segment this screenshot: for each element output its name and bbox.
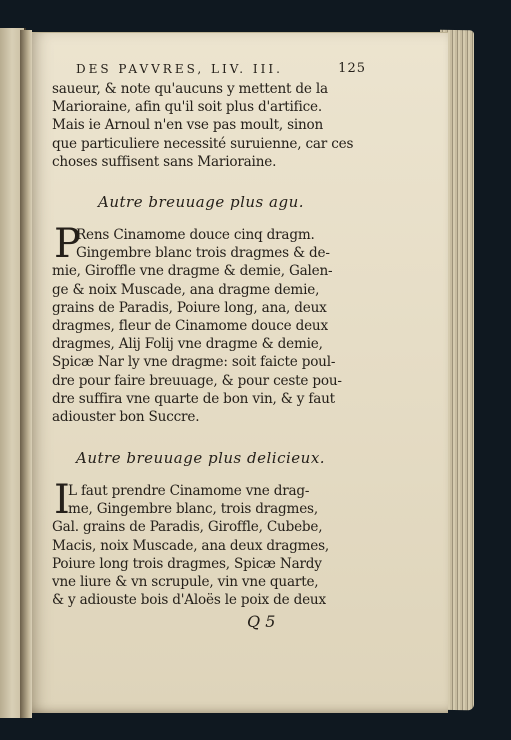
- text-line: Gingembre blanc trois dragmes & de-: [76, 245, 330, 262]
- text-line: Marioraine, afin qu'il soit plus d'artifice.: [52, 99, 323, 116]
- text-line: ge & noix Muscade, ana dragme demie,: [52, 281, 320, 298]
- text-line: mie, Giroffle vne dragme & demie, Galen-: [52, 263, 333, 280]
- text-line: & y adiouste bois d'Aloës le poix de deux: [52, 592, 326, 609]
- drop-cap-p: P: [54, 221, 81, 267]
- text-line: Macis, noix Muscade, ana deux dragmes,: [52, 537, 330, 554]
- text-line: vne liure & vn scrupule, vin vne quarte,: [52, 573, 319, 590]
- book-gutter: [20, 30, 32, 718]
- text-line: dre pour faire breuuage, & pour ceste pou-: [52, 372, 342, 389]
- running-header: [76, 62, 366, 80]
- signature-mark: Q 5: [247, 612, 276, 631]
- text-line: grains de Paradis, Poiure long, ana, deux: [52, 299, 327, 316]
- text-line: Poiure long trois dragmes, Spicæ Nardy: [52, 555, 322, 572]
- text-line: dragmes, fleur de Cinamome douce deux: [52, 317, 328, 334]
- text-line: dre suffira vne quarte de bon vin, & y faut: [52, 390, 335, 407]
- text-line: adiouster bon Succre.: [52, 408, 200, 425]
- text-line: Rens Cinamome douce cinq dragm.: [76, 227, 315, 243]
- paragraph-2: [52, 221, 352, 426]
- page-number: 125: [338, 61, 366, 76]
- paragraph-3: [52, 477, 352, 609]
- text-line: saueur, & note qu'aucuns y mettent de la: [52, 81, 328, 97]
- drop-cap-i: I: [54, 477, 70, 523]
- section-title-1: Autre breuuage plus agu.: [98, 193, 304, 211]
- text-line: Mais ie Arnoul n'en vse pas moult, sinon: [52, 117, 324, 134]
- text-line: L faut prendre Cinamome vne drag-: [68, 483, 310, 499]
- text-line: que particuliere necessité suruienne, car ces: [52, 135, 354, 152]
- text-line: choses suffisent sans Marioraine.: [52, 153, 277, 170]
- text-line: me, Gingembre blanc, trois dragmes,: [68, 501, 318, 518]
- paragraph-1: [52, 80, 352, 171]
- text-line: dragmes, Alij Folij vne dragme & demie,: [52, 336, 323, 353]
- text-line: Gal. grains de Paradis, Giroffle, Cubebe,: [52, 519, 323, 536]
- text-line: Spicæ Nar ly vne dragme: soit faicte poul-: [52, 354, 336, 371]
- section-title-2: Autre breuuage plus delicieux.: [76, 449, 326, 467]
- running-head-title: DES PAVVRES, LIV. III.: [76, 62, 283, 76]
